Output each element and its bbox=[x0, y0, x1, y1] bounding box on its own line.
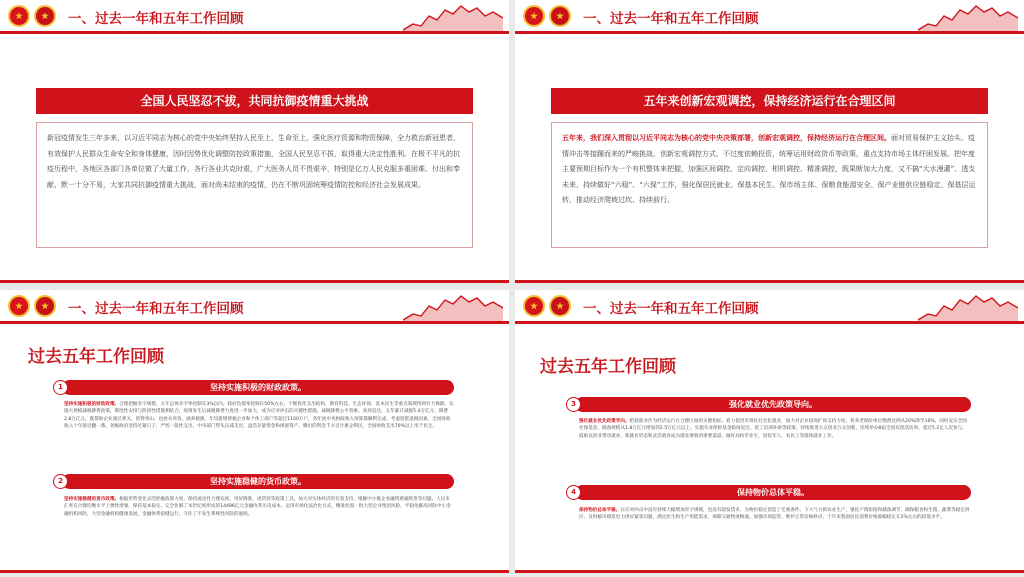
slide-header bbox=[0, 290, 509, 324]
slide-banner: 五年来创新宏观调控，保持经济运行在合理区间 bbox=[551, 88, 988, 114]
footer-bar bbox=[515, 280, 1024, 283]
party-emblem-icon bbox=[34, 295, 56, 317]
slide-2[interactable] bbox=[515, 0, 1024, 283]
item-text bbox=[64, 496, 454, 518]
national-emblem-icon bbox=[523, 295, 545, 317]
great-wall-icon bbox=[403, 2, 503, 32]
slide-header bbox=[0, 0, 509, 34]
item-body: 把稳就业作为经济运行在合理区间的关键指标。着力促进市场化社会化就业，加大对企业稳岗扩岗支持力度。将养老保险单位缴费比例从20%降至16%，同时充实全国社保基金，储备规模从1.8万亿元增加到2.5万亿元以上。实施失业保险基金稳岗返还、留工培训补助等政策。持续推进大众创业万众创新，连续举办8届全国双创活动周、超过5.2亿人次参与，鼓励以创业带动就业，新就业形态和灵活就业成为就业增收的重要渠道。做好高校毕业生、退役军人、农民工等群体就业工作。 bbox=[579, 419, 967, 439]
item-heading-pill: 坚持实施稳健的货币政策。 bbox=[62, 474, 454, 489]
party-emblem-icon bbox=[549, 295, 571, 317]
great-wall-icon bbox=[403, 292, 503, 322]
section-title: 一、过去一年和五年工作回顾 bbox=[583, 301, 759, 317]
slide-banner: 全国人民坚忍不拔，共同抗御疫情重大挑战 bbox=[36, 88, 473, 114]
slide-header bbox=[515, 290, 1024, 324]
footer-bar bbox=[0, 570, 509, 573]
slide-body-text: 新冠疫情发生三年多来，以习近平同志为核心的党中央始终坚持人民至上、生命至上，强化医疗资源和物资保障，全力救治新冠患者，有效保护人民群众生命安全和身体健康，因时因势优化调整防控政策措施，全国人民坚忍不拔，取得重大决定性胜利。在极不平凡的抗疫历程中，各地区各部门各单位做了大量工作，各行各业共克时艰，广大医务人员不畏艰辛，特别是亿万人民克服多重困难、付出和奉献、默一十分不易，大家共同抗御疫情重大挑战，面对尚未结束的疫情，仍在不断巩固统筹疫情防控和经济社会发展成果。 bbox=[36, 122, 473, 248]
slide-4[interactable] bbox=[515, 290, 1024, 573]
item-text bbox=[64, 401, 454, 431]
header-divider bbox=[0, 321, 509, 324]
item-lead: 保持物价总体平稳。 bbox=[579, 508, 621, 513]
party-emblem-icon bbox=[549, 5, 571, 27]
item-heading-pill: 保持物价总体平稳。 bbox=[575, 485, 971, 500]
footer-bar bbox=[0, 280, 509, 283]
national-emblem-icon bbox=[8, 295, 30, 317]
great-wall-icon bbox=[918, 292, 1018, 322]
page-big-title: 过去五年工作回顾 bbox=[540, 357, 676, 377]
footer-bar bbox=[515, 570, 1024, 573]
header-divider bbox=[515, 321, 1024, 324]
item-text bbox=[579, 418, 971, 440]
page-big-title: 过去五年工作回顾 bbox=[28, 347, 164, 367]
party-emblem-icon bbox=[34, 5, 56, 27]
slide-1[interactable] bbox=[0, 0, 509, 283]
item-lead: 坚持实施积极的财政政策。 bbox=[64, 402, 120, 407]
slide-header bbox=[515, 0, 1024, 34]
section-title: 一、过去一年和五年工作回顾 bbox=[583, 11, 759, 27]
national-emblem-icon bbox=[8, 5, 30, 27]
item-number-badge: 4 bbox=[566, 485, 581, 500]
item-number-badge: 1 bbox=[53, 380, 68, 395]
item-heading-pill: 强化就业优先政策导向。 bbox=[575, 397, 971, 412]
item-number-badge: 2 bbox=[53, 474, 68, 489]
section-title: 一、过去一年和五年工作回顾 bbox=[68, 11, 244, 27]
slide-3[interactable] bbox=[0, 290, 509, 573]
item-lead: 坚持实施稳健的货币政策。 bbox=[64, 497, 120, 502]
header-divider bbox=[515, 31, 1024, 34]
item-heading-pill: 坚持实施积极的财政政策。 bbox=[62, 380, 454, 395]
item-body: 在应对冲击中没有持续大幅增加赤字规模，也没有超发货币，为物价稳定创造了宏观条件。下大气力抓农业生产，强化产销衔接和储备调节，确保粮食和生猪、蔬菜等稳定供应，及时解决煤炭电力供应紧张问题，满足民生和生产用能需求，保障交通物流畅通。加强市场监管，维护正常价格秩序。十年来我国居民消费价格涨幅稳定在2%左右的较低水平。 bbox=[579, 508, 970, 521]
item-body: 根据形势变化灵活把握政策力度，保持流动性合理充裕，用好降准、再贷款等政策工具，加大对实体经济的有效支持，缓解中小微企业融资难融资贵等问题。人民币汇率在合理均衡水平上弹性增强、保持基本稳定。完全化解了本世纪初形成的14486亿元金融改革历史成本。运用市场化法治化方式，精准处置一批大型企业集团风险，平稳化解高风险中小金融机构风险，大型金融机构健康发展，金融体系稳健运行，守住了不发生系统性风险的底线。 bbox=[64, 497, 451, 517]
highlight-text: 五年来，我们深入贯彻以习近平同志为核心的党中央决策部署，创新宏观调控，保持经济运行在合理区间。 bbox=[562, 134, 891, 142]
item-number-badge: 3 bbox=[566, 397, 581, 412]
header-divider bbox=[0, 31, 509, 34]
body-text: 面对贸易保护主义抬头、疫情冲击等接踵而来的严峻挑战，创新宏观调控方式，不过度依赖投资，统筹运用财政货币等政策，重点支持市场主体纾困发展。把年度主要预期目标作为一个有机整体来把握，加强区间调控、定向调控、相机调控、精准调控，既果断加大力度，又不搞“大水漫灌”、透支未来，持续做好“六稳”、“六保”工作，强化保居民就业、保基本民生、保市场主体、保粮食能源安全、保产业链供应链稳定、保基层运转，推动经济爬坡过坎、持续前行。 bbox=[562, 134, 976, 204]
item-lead: 强化就业优先政策导向。 bbox=[579, 419, 630, 424]
slide-body-text bbox=[551, 122, 988, 248]
great-wall-icon bbox=[918, 2, 1018, 32]
item-text bbox=[579, 507, 971, 522]
item-body: 合理把握赤字规模，五年总体赤字率控制在3%以内，政府负债率控制在50%左右。不断优化支出结构，教育科技、生态环保、基本民生等重点领域得到有力保障。实施大规模减税降费政策，制度性安排与阶段性措施相结合，疫情发生后减税降费力度进一步加大，成为应对冲击的关键性措施。减税降费公平普惠、高效直达，五年累计减税5.4万亿元、降费2.8万亿元，既帮助企业渡过难关、留得青山，也放水养鱼、涵养税源，年均新增涉税企业和个体工商户等超过1100万户，各年度中央财政收入预算都顺利完成，考虑留抵退税因素，全国财政收入十年接近翻一番。各级政府坚持过紧日子，严控一般性支出，中央部门带头压减支出，盘活存量资金和闲置资产，腾出的资金千方百计惠企利民，全国财政支出70%以上用于民生。 bbox=[64, 402, 454, 430]
section-title: 一、过去一年和五年工作回顾 bbox=[68, 301, 244, 317]
national-emblem-icon bbox=[523, 5, 545, 27]
